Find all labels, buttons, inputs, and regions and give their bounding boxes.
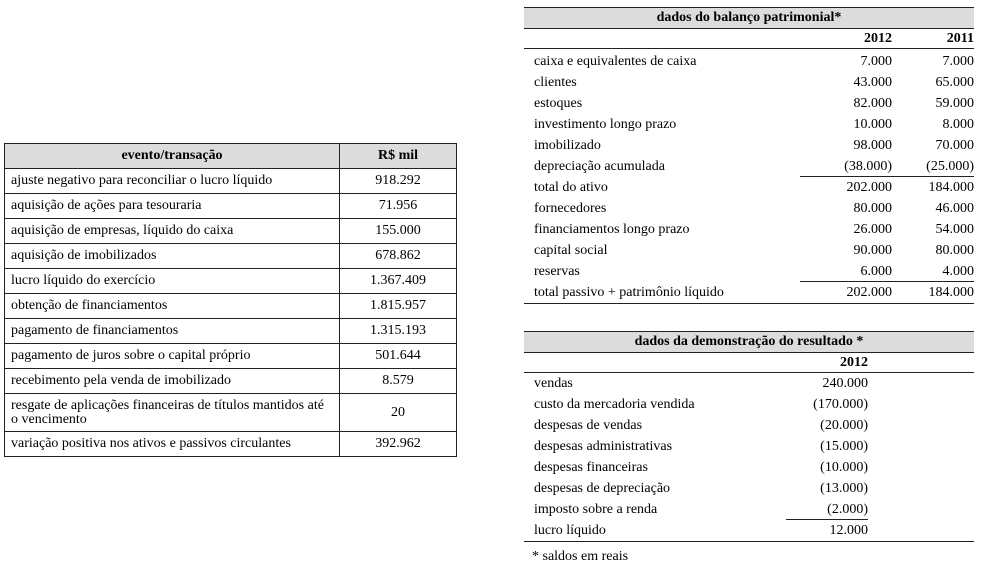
row-label: total do ativo [534,180,608,195]
value-cell: 1.315.193 [340,319,457,344]
value-2012: 202.000 [846,180,892,195]
balance-years-header [524,29,974,49]
table-row [5,269,457,294]
year-header-spacer [524,353,786,372]
event-cell: lucro líquido do exercício [5,269,340,294]
table-row [5,294,457,319]
row-label: financiamentos longo prazo [534,222,690,237]
value-2012: 26.000 [853,222,892,237]
event-cell: aquisição de ações para tesouraria [5,194,340,219]
value-2011: 46.000 [935,201,974,216]
value-cell: 20 [340,394,457,432]
balance-row [524,114,974,135]
balance-row [524,51,974,72]
row-label: custo da mercadoria vendida [534,397,695,412]
balance-sheet-table [524,7,974,304]
income-row [524,436,974,457]
column-header-event: evento/transação [5,144,340,169]
income-year-header [524,353,974,373]
income-row [524,394,974,415]
year-header-2011: 2011 [946,31,974,46]
balance-row [524,72,974,93]
row-value: 240.000 [822,376,868,391]
row-label: caixa e equivalentes de caixa [534,54,697,69]
row-value: 12.000 [829,523,868,538]
income-row [524,373,974,394]
balance-row [524,93,974,114]
event-cell: resgate de aplicações financeiras de títulos mantidos até o vencimento [5,394,340,432]
value-2012: 7.000 [860,54,892,69]
value-2012: 6.000 [800,261,892,282]
row-label: despesas administrativas [534,439,673,454]
table-row [5,432,457,457]
income-row [524,478,974,499]
row-label: depreciação acumulada [534,159,665,174]
row-value: (13.000) [820,481,868,496]
row-value: (2.000) [786,499,868,520]
balance-sheet-title: dados do balanço patrimonial* [524,8,974,29]
value-2011: 65.000 [935,75,974,90]
row-label: despesas de vendas [534,418,643,433]
row-value: (170.000) [813,397,868,412]
value-cell: 1.367.409 [340,269,457,294]
footnote: * saldos em reais [532,549,629,564]
table-row [5,344,457,369]
event-cell: pagamento de financiamentos [5,319,340,344]
income-row [524,415,974,436]
event-cell: variação positiva nos ativos e passivos circulantes [5,432,340,457]
value-2011: (25.000) [892,156,974,177]
row-label: clientes [534,75,577,90]
value-2011: 8.000 [942,117,974,132]
income-statement-title: dados da demonstração do resultado * [524,332,974,353]
value-2012: 98.000 [853,138,892,153]
value-2012: 90.000 [853,243,892,258]
row-value: (10.000) [820,460,868,475]
value-cell: 8.579 [340,369,457,394]
value-2012: (38.000) [800,156,892,177]
income-row [524,520,974,542]
value-cell: 918.292 [340,169,457,194]
value-cell: 1.815.957 [340,294,457,319]
value-2011: 184.000 [928,180,974,195]
balance-row [524,261,974,282]
value-2011: 80.000 [935,243,974,258]
row-label: estoques [534,96,583,111]
row-label: reservas [534,264,580,279]
value-2011: 184.000 [928,285,974,300]
balance-row [524,240,974,261]
table-row [5,369,457,394]
value-cell: 501.644 [340,344,457,369]
value-2011: 70.000 [935,138,974,153]
value-2011: 54.000 [935,222,974,237]
balance-row [524,177,974,198]
balance-row [524,156,974,177]
row-label: imobilizado [534,138,601,153]
year-header-2012: 2012 [864,31,892,46]
balance-row [524,219,974,240]
value-2012: 82.000 [853,96,892,111]
value-2012: 10.000 [853,117,892,132]
row-label: fornecedores [534,201,607,216]
income-statement-table [524,331,974,542]
balance-row [524,198,974,219]
value-2012: 80.000 [853,201,892,216]
value-2011: 4.000 [892,261,974,282]
value-2012: 202.000 [846,285,892,300]
table-row [5,219,457,244]
table-row [5,194,457,219]
column-header-value: R$ mil [340,144,457,169]
row-label: imposto sobre a renda [534,502,658,517]
value-cell: 392.962 [340,432,457,457]
row-label: lucro líquido [534,523,606,538]
event-cell: aquisição de empresas, líquido do caixa [5,219,340,244]
row-label: despesas de depreciação [534,481,671,496]
balance-row [524,282,974,304]
income-row [524,499,974,520]
value-cell: 71.956 [340,194,457,219]
row-label: vendas [534,376,573,391]
value-2011: 7.000 [942,54,974,69]
event-cell: ajuste negativo para reconciliar o lucro líquido [5,169,340,194]
value-2011: 59.000 [935,96,974,111]
year-header-spacer [524,29,800,48]
balance-row [524,135,974,156]
event-cell: obtenção de financiamentos [5,294,340,319]
row-label: capital social [534,243,608,258]
row-value: (20.000) [820,418,868,433]
cash-flow-events-table [4,143,457,457]
value-2012: 43.000 [853,75,892,90]
table-header-row [5,144,457,169]
income-row [524,457,974,478]
event-cell: aquisição de imobilizados [5,244,340,269]
table-row [5,319,457,344]
row-label: total passivo + patrimônio líquido [534,285,724,300]
table-row [5,169,457,194]
event-cell: recebimento pela venda de imobilizado [5,369,340,394]
row-value: (15.000) [820,439,868,454]
value-cell: 678.862 [340,244,457,269]
table-row [5,244,457,269]
event-cell: pagamento de juros sobre o capital próprio [5,344,340,369]
table-row [5,394,457,432]
value-cell: 155.000 [340,219,457,244]
row-label: despesas financeiras [534,460,648,475]
year-header-2012: 2012 [840,355,868,370]
row-label: investimento longo prazo [534,117,677,132]
